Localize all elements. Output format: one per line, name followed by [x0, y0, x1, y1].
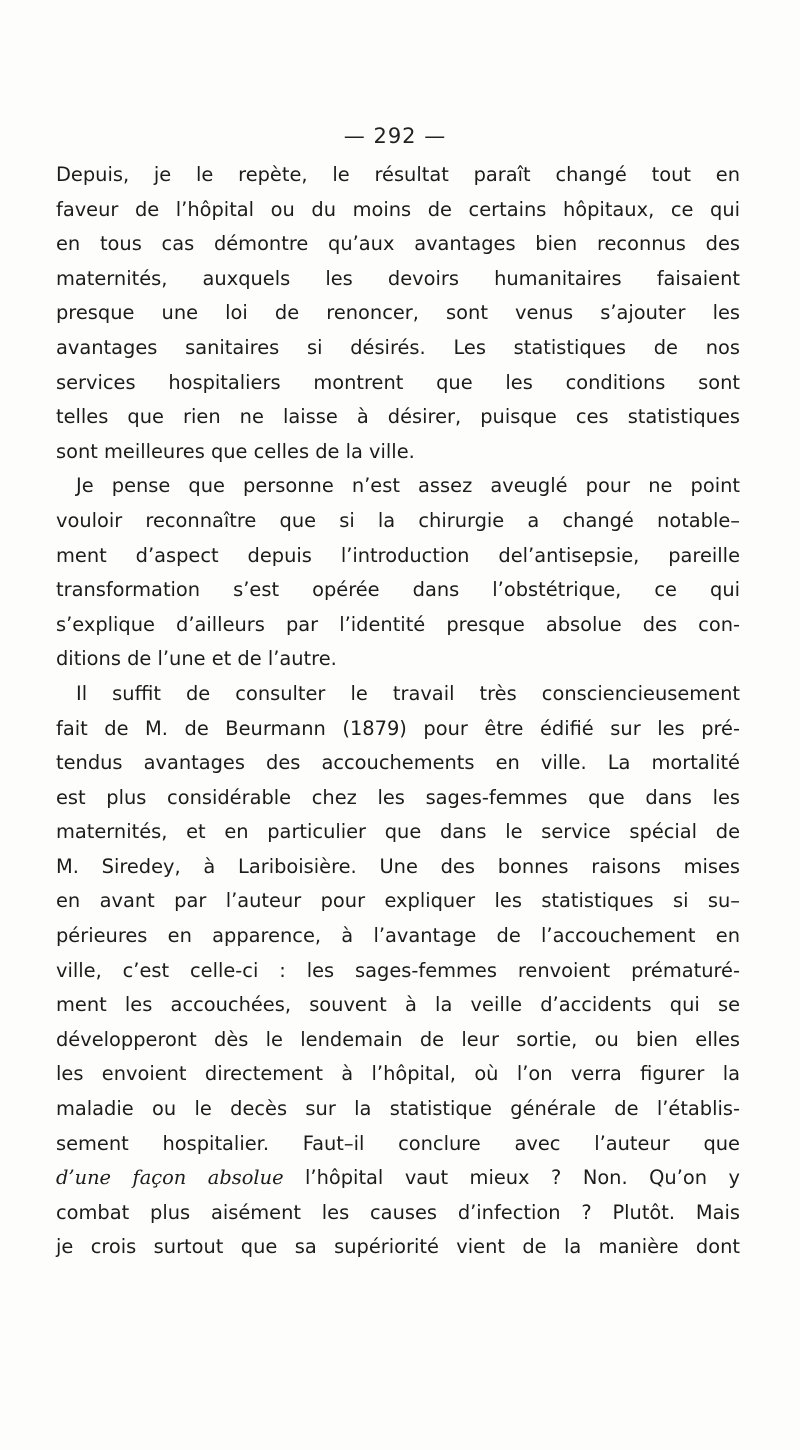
text-line: ditions de l’une et de l’autre.	[56, 647, 337, 671]
text-line: maternités, et en particulier que dans le service spécial de	[56, 820, 740, 844]
text-line: ment d’aspect depuis l’introduction del’antisepsie, pareille	[56, 543, 740, 567]
italic-phrase: d’une façon absolue	[56, 1166, 284, 1190]
text-line: telles que rien ne laisse à désirer, puisque ces statistiques	[56, 405, 740, 429]
text-line: avantages sanitaires si désirés. Les statistiques de nos	[56, 335, 740, 359]
text-line: vouloir reconnaître que si la chirurgie a changé notable–	[56, 508, 740, 532]
page-number: — 292 —	[343, 124, 447, 148]
text-line: développeront dès le lendemain de leur sortie, ou bien elles	[56, 1027, 740, 1051]
text-fragment: l’hôpital vaut mieux ? Non. Qu’on y	[283, 1166, 740, 1190]
text-line: sement hospitalier. Faut–il conclure avec l’auteur que	[56, 1131, 740, 1155]
text-line: combat plus aisément les causes d’infection ? Plutôt. Mais	[56, 1200, 740, 1224]
text-line: Il suffit de consulter le travail très consciencieusement	[76, 681, 740, 705]
text-line: Je pense que personne n’est assez aveuglé pour ne point	[76, 474, 740, 498]
text-line: ville, c’est celle-ci : les sages-femmes renvoient prématuré-	[56, 958, 740, 982]
text-line: les envoient directement à l’hôpital, où l’on verra figurer la	[56, 1062, 740, 1086]
text-line: services hospitaliers montrent que les conditions sont	[56, 370, 740, 394]
text-line: maladie ou le decès sur la statistique générale de l’établis-	[56, 1097, 740, 1121]
text-line: en avant par l’auteur pour expliquer les statistiques si su–	[56, 889, 740, 913]
text-line: je crois surtout que sa supériorité vient de la manière dont	[56, 1235, 740, 1259]
text-line: tendus avantages des accouchements en ville. La mortalité	[56, 751, 740, 775]
text-line: s’explique d’ailleurs par l’identité presque absolue des con-	[56, 612, 740, 636]
text-line-mixed	[56, 1161, 740, 1196]
text-line: est plus considérable chez les sages-femmes que dans les	[56, 785, 740, 809]
text-line: faveur de l’hôpital ou du moins de certains hôpitaux, ce qui	[56, 197, 740, 221]
body-text	[56, 158, 740, 1265]
text-line: presque une loi de renoncer, sont venus s’ajouter les	[56, 301, 740, 325]
text-line: ment les accouchées, souvent à la veille d’accidents qui se	[56, 993, 740, 1017]
text-line: maternités, auxquels les devoirs humanitaires faisaient	[56, 266, 740, 290]
text-line: fait de M. de Beurmann (1879) pour être édifié sur les pré-	[56, 716, 740, 740]
text-line: Depuis, je le repète, le résultat paraît changé tout en	[56, 163, 740, 186]
text-line: en tous cas démontre qu’aux avantages bien reconnus des	[56, 232, 740, 256]
text-line: M. Siredey, à Lariboisière. Une des bonnes raisons mises	[56, 854, 740, 878]
text-line: périeures en apparence, à l’avantage de l’accouchement en	[56, 924, 740, 948]
text-line: sont meilleures que celles de la ville.	[56, 439, 415, 463]
text-line: transformation s’est opérée dans l’obstétrique, ce qui	[56, 578, 740, 602]
